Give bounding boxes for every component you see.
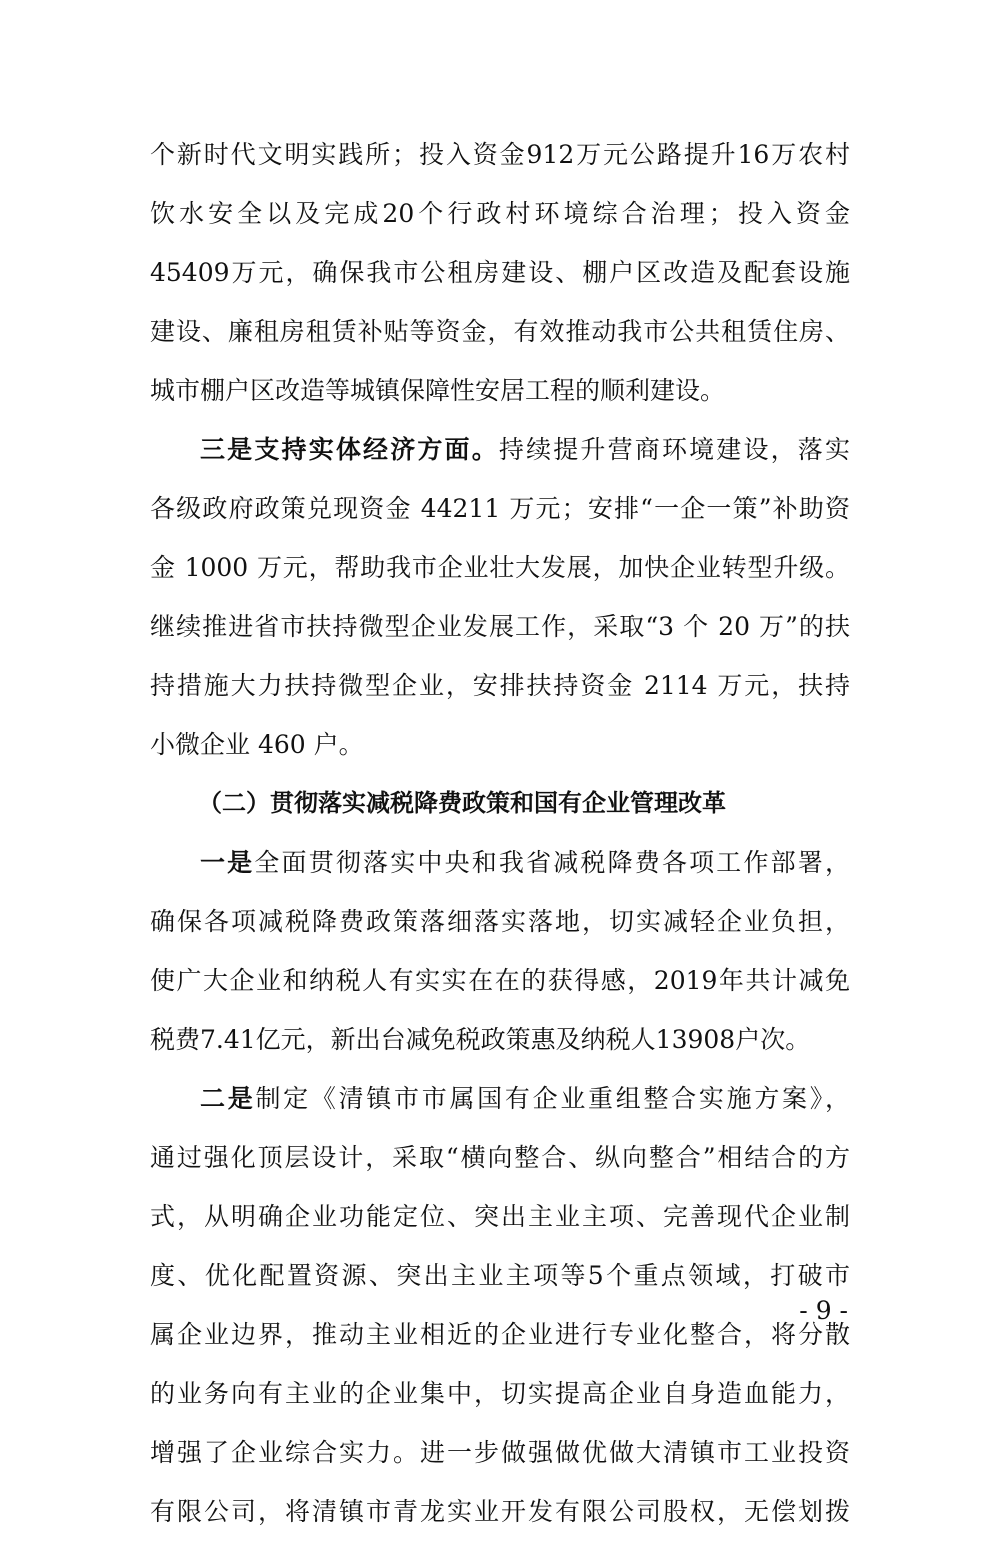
paragraph-state-enterprise-reform <box>150 1069 850 1541</box>
paragraph-lead: 一是 <box>200 848 255 877</box>
paragraph-lead: 三是支持实体经济方面。 <box>200 435 499 464</box>
paragraph-first-line-text: 持续提升营商环境建设，落实 <box>498 435 850 464</box>
text-line: 度、优化配置资源、突出主业主项等5个重点领域，打破市 <box>150 1261 850 1290</box>
text-line: 建设、廉租房租赁补贴等资金，有效推动我市公共租赁住房、 <box>150 317 850 346</box>
paragraph-real-economy <box>150 420 850 774</box>
text-line: 税费7.41亿元，新出台减免税政策惠及纳税人13908户次。 <box>150 1025 811 1054</box>
text-line: 小微企业 460 户。 <box>150 730 364 759</box>
text-line: 持措施大力扶持微型企业，安排扶持资金 2114 万元，扶持 <box>150 671 850 700</box>
text-line: 使广大企业和纳税人有实实在在的获得感，2019年共计减免 <box>150 966 850 995</box>
text-line <box>150 420 850 479</box>
text-line: 45409万元，确保我市公租房建设、棚户区改造及配套设施 <box>150 258 850 287</box>
text-line: 增强了企业综合实力。进一步做强做优做大清镇市工业投资 <box>150 1438 850 1467</box>
text-line: 各级政府政策兑现资金 44211 万元；安排“一企一策”补助资 <box>150 494 850 523</box>
text-line: 式，从明确企业功能定位、突出主业主项、完善现代企业制 <box>150 1202 850 1231</box>
text-line: 金 1000 万元，帮助我市企业壮大发展，加快企业转型升级。 <box>150 553 850 582</box>
text-line <box>150 833 850 892</box>
text-line: 确保各项减税降费政策落细落实落地，切实减轻企业负担， <box>150 907 850 936</box>
section-heading: （二）贯彻落实减税降费政策和国有企业管理改革 <box>198 789 726 817</box>
text-line: 饮水安全以及完成20个行政村环境综合治理；投入资金 <box>150 199 850 228</box>
text-line: 属企业边界，推动主业相近的企业进行专业化整合，将分散 <box>150 1320 850 1349</box>
paragraph-first-line-text: 全面贯彻落实中央和我省减税降费各项工作部署， <box>254 848 850 877</box>
document-body <box>150 125 850 1541</box>
paragraph-public-investment <box>150 125 850 420</box>
text-line: 的业务向有主业的企业集中，切实提高企业自身造血能力， <box>150 1379 850 1408</box>
text-line: 继续推进省市扶持微型企业发展工作，采取“3 个 20 万”的扶 <box>150 612 850 641</box>
text-line <box>150 1069 850 1128</box>
page-number: - 9 - <box>799 1296 848 1325</box>
text-line: 个新时代文明实践所；投入资金912万元公路提升16万农村 <box>150 140 850 169</box>
text-line: 有限公司，将清镇市青龙实业开发有限公司股权，无偿划拨 <box>150 1497 850 1526</box>
paragraph-tax-reduction <box>150 833 850 1069</box>
paragraph-first-line-text: 制定《清镇市市属国有企业重组整合实施方案》， <box>255 1084 850 1113</box>
paragraph-lead: 二是 <box>200 1084 256 1113</box>
text-line: 城市棚户区改造等城镇保障性安居工程的顺利建设。 <box>150 376 726 405</box>
text-line: 通过强化顶层设计，采取“横向整合、纵向整合”相结合的方 <box>150 1143 850 1172</box>
